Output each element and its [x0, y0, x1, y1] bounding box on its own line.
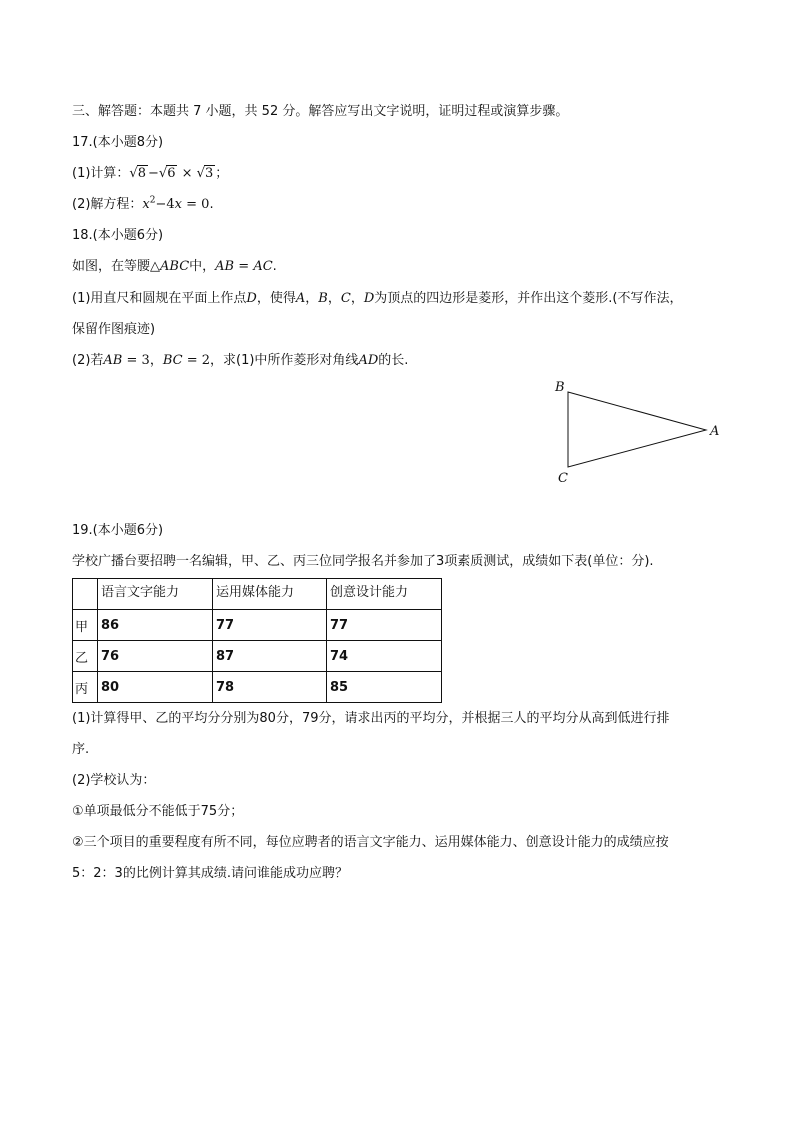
table-cell-name: 甲	[73, 610, 98, 641]
table-cell: 77	[213, 610, 327, 641]
q18-part2: (2)若AB = 3，BC = 2，求(1)中所作菱形对角线AD的长.	[72, 353, 409, 368]
triangle-abc	[568, 392, 706, 467]
q18-part1-text-a: (1)用直尺和圆规在平面上作点	[72, 291, 247, 306]
table-row	[73, 610, 442, 641]
section-header: 三、解答题：本题共 7 小题，共 52 分。解答应写出文字说明，证明过程或演算步骤。	[72, 104, 569, 119]
table-cell: 80	[98, 672, 213, 703]
table-header-cell: 运用媒体能力	[213, 579, 327, 610]
table-cell: 77	[327, 610, 442, 641]
q18-title: 18.(本小题6分)	[72, 228, 164, 243]
q17-expression: √8 −√6 × √3	[129, 166, 214, 181]
table-cell: 76	[98, 641, 213, 672]
q17-equation: $x^2-4x = 0$	[142, 195, 210, 212]
table-cell: 85	[327, 672, 442, 703]
q19-intro: 学校广播台要招聘一名编辑，甲、乙、丙三位同学报名并参加了3项素质测试，成绩如下表(单位：分).	[72, 554, 654, 569]
q18-intro-end: .	[272, 259, 277, 274]
vertex-label-b: B	[555, 380, 565, 395]
q17-title: 17.(本小题8分)	[72, 135, 164, 150]
q18-intro-text-b: 中，	[189, 259, 216, 274]
table-header-cell	[73, 579, 98, 610]
q19-condition-2-line2: 5：2：3的比例计算其成绩.请问谁能成功应聘？	[72, 866, 348, 881]
table-header-cell: 创意设计能力	[327, 579, 442, 610]
q17-part1	[72, 165, 228, 183]
q17-part2	[72, 196, 214, 214]
q17-part1-end: ；	[215, 166, 229, 181]
scores-table	[72, 578, 442, 703]
q19-condition-1: ①单项最低分不能低于75分；	[72, 804, 244, 819]
table-cell: 74	[327, 641, 442, 672]
q18-part1-text-c: 为顶点的四边形是菱形，并作出这个菱形.(不写作法，	[374, 291, 683, 306]
table-cell-name: 丙	[73, 672, 98, 703]
q18-part2-text-c: 的长.	[378, 353, 409, 368]
q18-intro-text-a: 如图，在等腰	[72, 259, 151, 274]
q17-part2-label: (2)解方程：	[72, 197, 143, 212]
table-row	[73, 672, 442, 703]
q18-intro: 如图，在等腰△ABC中，AB = AC.	[72, 259, 277, 274]
q18-part1: (1)用直尺和圆规在平面上作点D，使得A，B，C，D为顶点的四边形是菱形，并作出这个菱形.(不写作法，	[72, 291, 683, 306]
q17-part2-end: .	[209, 197, 214, 212]
table-row	[73, 641, 442, 672]
q18-part2-text-b: ，求(1)中所作菱形对角线	[210, 353, 359, 368]
triangle-figure	[548, 374, 728, 488]
table-header-row	[73, 579, 442, 610]
table-header-cell: 语言文字能力	[98, 579, 213, 610]
q17-part1-label: (1)计算：	[72, 166, 130, 181]
q19-condition-2-line1: ②三个项目的重要程度有所不同，每位应聘者的语言文字能力、运用媒体能力、创意设计能力的成绩应按	[72, 835, 669, 850]
table-cell-name: 乙	[73, 641, 98, 672]
q19-part2-intro: (2)学校认为：	[72, 773, 156, 788]
q18-part1-line2: 保留作图痕迹)	[72, 322, 156, 337]
q18-part2-text-a: (2)若	[72, 353, 104, 368]
table-cell: 87	[213, 641, 327, 672]
q19-part1-line1: (1)计算得甲、乙的平均分分别为80分，79分，请求出丙的平均分，并根据三人的平均分从高到低进行排	[72, 711, 670, 726]
q19-part1-line2: 序.	[72, 742, 90, 757]
vertex-label-a: A	[710, 424, 720, 439]
table-cell: 86	[98, 610, 213, 641]
q18-part1-text-b: ，使得	[256, 291, 296, 306]
table-cell: 78	[213, 672, 327, 703]
vertex-label-c: C	[558, 471, 568, 486]
q19-title: 19.(本小题6分)	[72, 523, 164, 538]
